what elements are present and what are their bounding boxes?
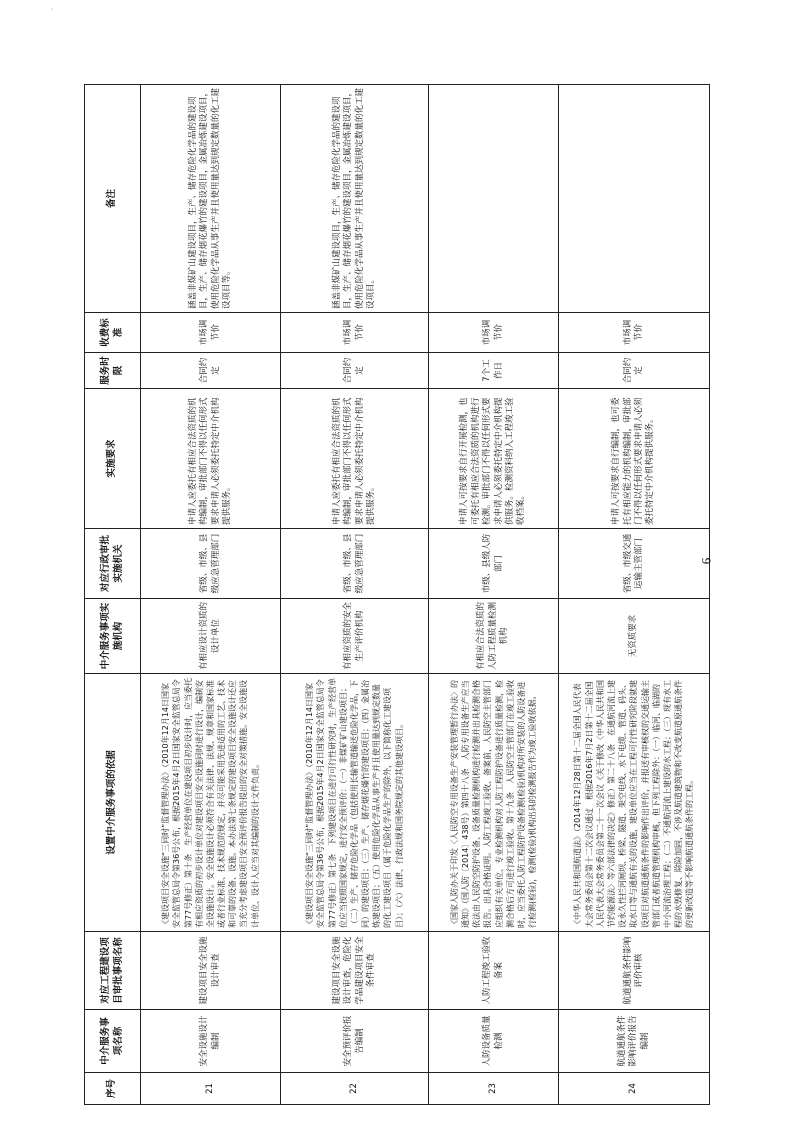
cell-project: 航道通航条件影响评价审核: [559, 932, 710, 1010]
cell-time: 合同约定: [559, 353, 710, 389]
header-seq: 序号: [85, 1073, 141, 1105]
header-note: 备注: [85, 85, 141, 313]
cell-fee: 市场调节价: [141, 313, 281, 353]
cell-agency: 有相应资质的安全生产评价机构: [281, 599, 429, 674]
cell-note: 涵盖非煤矿山建设项目，生产、储存危险化学品的建设项目，生产、储存烟花爆竹的建设项目，金属冶炼建设项目，使用危险化学品从事生产并且使用量达到规定数量的化工建设项目。: [281, 85, 429, 313]
header-basis: 设置中介服务事项的依据: [85, 674, 141, 932]
cell-name: 人防设备质量检测: [429, 1010, 559, 1073]
cell-seq: 21: [141, 1073, 281, 1105]
cell-basis: 《建设项目安全设施“三同时”监督管理办法》（2010年12月14日国家安全监管总局令第36号公布，根据2015年4月2日国家安全监管总局令第77号修正）第七条 下列建设项目在进行可行性研究时，生产经营单位应当按照国家规定，进行安全预评价：（一）非煤矿矿山建设项目；（二）生产、储存危险化学品（包括使用长输管道输送危险化学品，下同）的建设项目；（三）生产、储存烟花爆竹的建设项目；（四）金属冶炼建设项目；（五）使用危险化学品从事生产并且使用量达到规定数量的化工建设项目（属于危险化学品生产的除外，以下简称化工建设项目）；（六）法律、行政法规和国务院规定的其他建设项目。: [281, 674, 429, 932]
cell-project: 建设项目安全设施设计审查，危险化学品建设项目安全条件审查: [281, 932, 429, 1010]
table-header-row: [85, 85, 141, 1105]
table-row: [141, 85, 281, 1105]
intermediary-service-table: [84, 84, 710, 1105]
cell-basis: 《建设项目安全设施“三同时”监督管理办法》（2010年12月14日国家安全监管总局令第36号公布，根据2015年4月2日国家安全监管总局令第77号修正）第十条 生产经营单位在建设项目初步设计时，应当委托有相应资质的初步设计单位对建设项目安全设施同时进行设计，编制安全设施设计。安全设施设计必须符合有关法律、法规、规章和国家标准或者行业标准、技术规范的规定，并尽可能采用先进适用的工艺、技术和可靠的设备、设施。本办法第七条规定的建设项目安全设施设计还应当充分考虑建设项目安全预评价报告提出的安全对策措施。安全设施设计单位、设计人应当对其编制的设计文件负责。: [141, 674, 281, 932]
cell-fee: 市场调节价: [281, 313, 429, 353]
header-time: 服务时限: [85, 353, 141, 389]
header-req: 实施要求: [85, 389, 141, 529]
header-agency: 中介服务事项实施机构: [85, 599, 141, 674]
cell-req: 申请人应委托有相应合法资质的机构编制，审批部门不得以任何形式要求申请人必须委托特定中介机构提供服务。: [281, 389, 429, 529]
cell-basis: 《中华人民共和国航道法》（2014年12月28日第十二届全国人民代表大会常务委员会第十二次会议通过 根据2016年7月2日第十二届全国人民代表大会常务委员会第二十一次会议《关于修改〈中华人民共和国节约能源法〉等六部法律的决定》修正）第二十八条 在通航河流上建设永久性拦河闸坝、桥梁、隧道、架空电线、水下电缆、管道、码头、取水口等与通航有关的设施，建设单位应当在工程可行性研究阶段就建设项目对航道通航条件的影响作出评价，并报送有审核权的交通运输主管部门或者航道管理机构审核，但下列工程除外：（一）临河、临湖的中小河流治理工程；（二）不通航河流上建设的水工程；（三）现有水工程的水毁修复、除险加固，不涉及航道建筑物和不改变航道原通航条件的更新改造等不影响航道通航条件的工程。: [559, 674, 710, 932]
cell-name: 安全预评价报告编制: [281, 1010, 429, 1073]
cell-time: 合同约定: [141, 353, 281, 389]
header-name: 中介服务事项名称: [85, 1010, 141, 1073]
table-row: [281, 85, 429, 1105]
cell-agency: 有相应设计资质的设计单位: [141, 599, 281, 674]
cell-seq: 23: [429, 1073, 559, 1105]
table-row: [559, 85, 710, 1105]
cell-req: 申请人应委托有相应合法资质的机构编制，审批部门不得以任何形式要求申请人必须委托特定中介机构提供服务。: [141, 389, 281, 529]
cell-note: [429, 85, 559, 313]
cell-time: 合同约定: [281, 353, 429, 389]
cell-req: 申请人可按要求自行开展检测，也可委托有相应合法资质的机构进行检测。审批部门不得以任何形式要求申请人必须委托特定中介机构提供服务。检测资料纳入工程竣工验收档案。: [429, 389, 559, 529]
cell-note: [559, 85, 710, 313]
rotated-page-content: [84, 85, 709, 1105]
header-project: 对应工程建设项目审批事项名称: [85, 932, 141, 1010]
cell-dept: 省级、市级、县级应急管理部门: [281, 529, 429, 599]
cell-dept: 省级、市级、县级应急管理部门: [141, 529, 281, 599]
table-row: [429, 85, 559, 1105]
page-number: 6: [698, 557, 714, 565]
cell-fee: 市场调节价: [559, 313, 710, 353]
header-fee: 收费标准: [85, 313, 141, 353]
cell-name: 安全设施设计编制: [141, 1010, 281, 1073]
cell-seq: 22: [281, 1073, 429, 1105]
cell-project: 人防工程竣工验收备案: [429, 932, 559, 1010]
corner-mark: ˙: [50, 8, 54, 17]
cell-req: 申请人可按要求自行编制，也可委托有相应能力的机构编制，审批部门不得以任何形式要求申请人必须委托特定中介机构提供服务。: [559, 389, 710, 529]
cell-name: 航道通航条件影响评价报告编制: [559, 1010, 710, 1073]
cell-agency: 有相应合法资质的人防工程质量检测机构: [429, 599, 559, 674]
header-dept: 对应行政审批实施机关: [85, 529, 141, 599]
cell-fee: 市场调节价: [429, 313, 559, 353]
cell-basis: 《国家人防办关于印发〈人民防空专用设备生产安装管理暂行办法〉的通知》（国人防〔2014〕438号）第四十八条 人防专用设备生产应当依法由人民防空防护设备、设备质量检测机构进行检测并出具检测合格报告。出具合格证明。人防工程竣工验收、备案前，人民防空主管部门应组织有关单位、专业检测机构对人防工程防护设备进行质量检测，检测合格后方可进行竣工验收。第十九条 人民防空主管部门在竣工验收时，应当委托人防工程防护设备检测(检验)机构对所安装的人防设备进行检测(检验)，检测(检验)机构出具的检测报告作为竣工验收依据。: [429, 674, 559, 932]
cell-dept: 市级、县级人防部门: [429, 529, 559, 599]
cell-note: 涵盖非煤矿山建设项目，生产、储存危险化学品的建设项目，生产、储存烟花爆竹的建设项目，金属冶炼建设项目，使用危险化学品从事生产并且使用量达到规定数量的化工建设项目等。: [141, 85, 281, 313]
cell-time: 7个工作日: [429, 353, 559, 389]
cell-agency: 无资质要求: [559, 599, 710, 674]
cell-dept: 省级、市级交通运输主管部门: [559, 529, 710, 599]
cell-seq: 24: [559, 1073, 710, 1105]
cell-project: 建设项目安全设施设计审查: [141, 932, 281, 1010]
